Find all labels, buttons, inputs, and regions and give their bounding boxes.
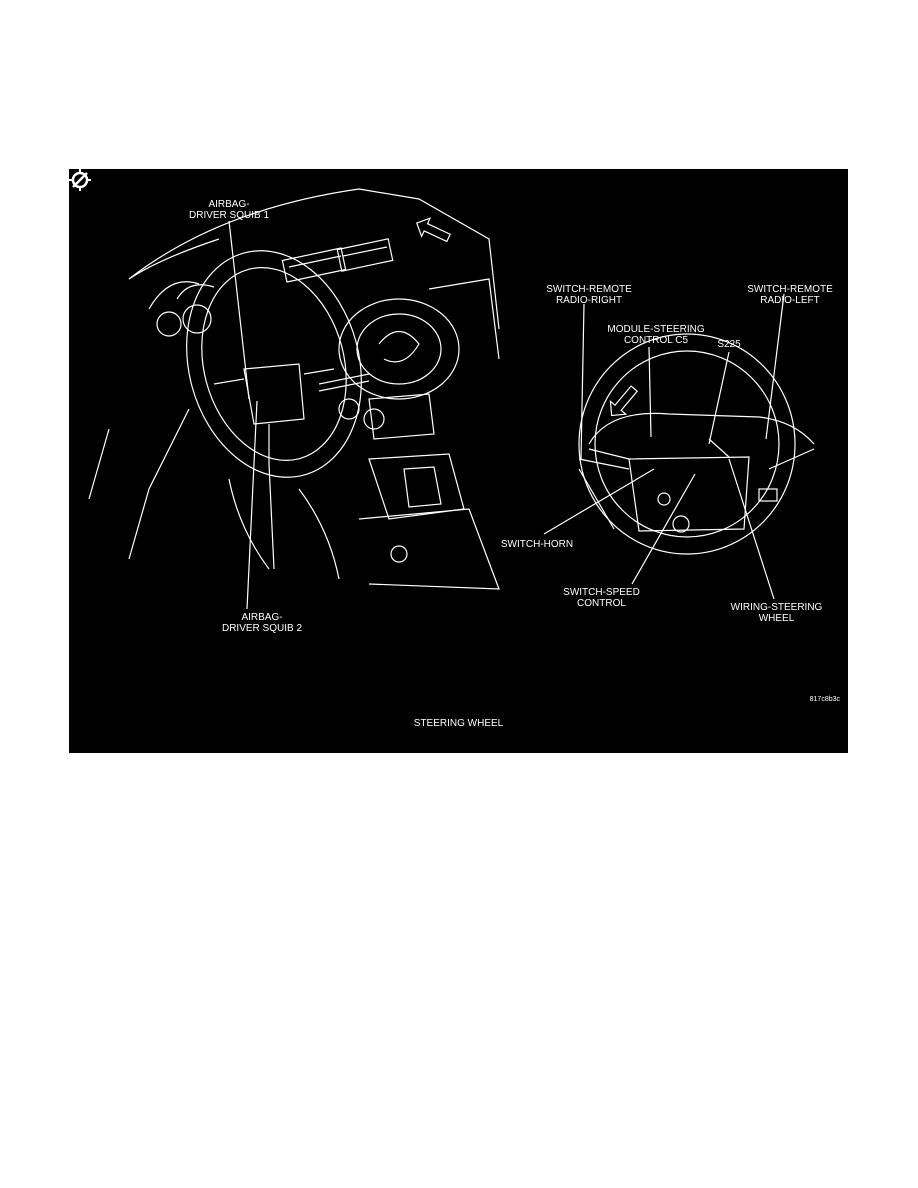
callout-switch-remote-right: SWITCH-REMOTE RADIO-RIGHT [546,284,632,306]
fwd-arrow-icon [604,382,642,422]
dashboard-illustration [69,169,848,753]
callout-s225: S225 [717,339,741,350]
callout-module-steering: MODULE-STEERING CONTROL C5 [607,324,705,346]
diagram-figure [69,169,848,753]
figure-code: 817c8b3c [809,696,840,703]
callout-airbag-squib2: AIRBAG- DRIVER SQUIB 2 [221,612,303,634]
figure-caption: STEERING WHEEL [413,718,504,729]
fwd-arrow-icon [413,214,453,247]
gear-slash-icon [69,169,91,191]
callout-wiring-steering: WIRING-STEERING WHEEL [730,602,823,624]
callout-switch-remote-left: SWITCH-REMOTE RADIO-LEFT [747,284,833,306]
callout-airbag-squib1: AIRBAG- DRIVER SQUIB 1 [189,199,270,221]
callout-switch-horn: SWITCH-HORN [500,539,574,550]
callout-switch-speed: SWITCH-SPEED CONTROL [563,587,640,609]
